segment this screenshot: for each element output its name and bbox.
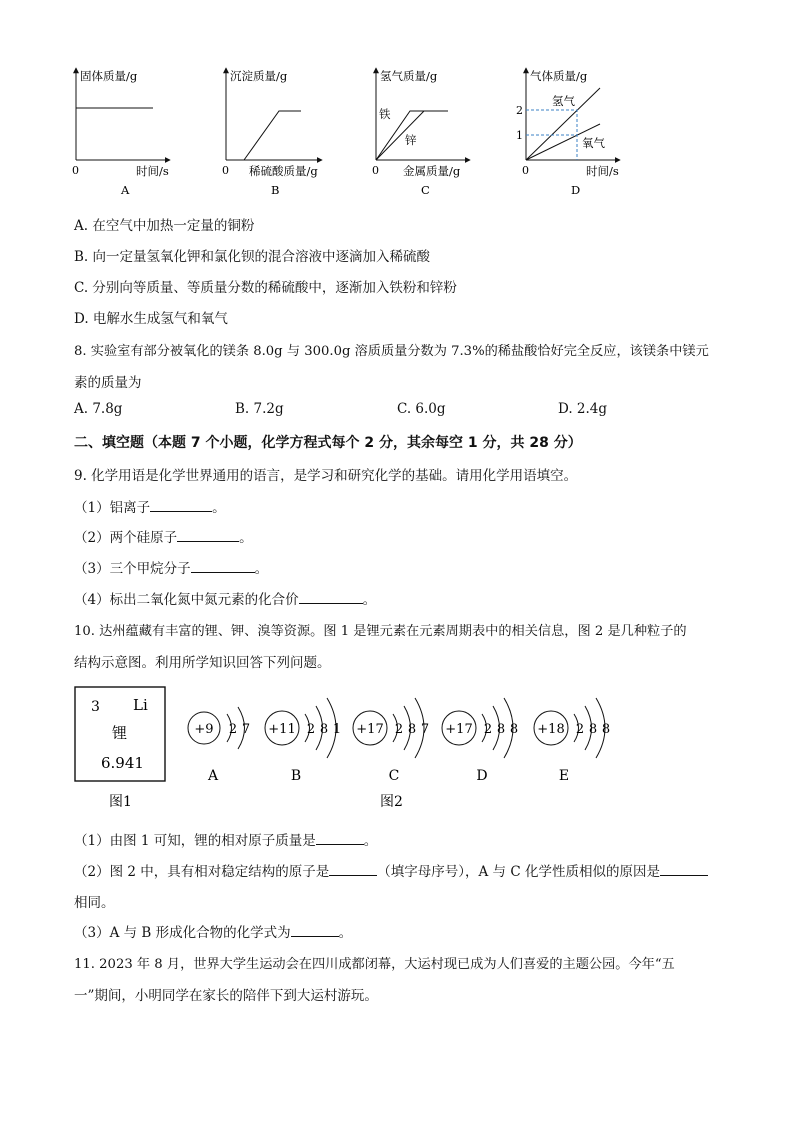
particle-c-shell-2: 8 — [407, 722, 417, 737]
particle-d-shell-1: 2 — [483, 722, 493, 737]
graph-b-xlabel: 稀硫酸质量/g — [249, 164, 318, 178]
particle-b-shell-1: 2 — [306, 722, 316, 737]
q9-item-3-blank[interactable] — [191, 560, 255, 573]
q8-option-b: B. 7.2g — [235, 401, 284, 417]
section-2-heading: 二、填空题（本题 7 个小题，化学方程式每个 2 分，其余每空 1 分，共 28 分） — [74, 435, 582, 451]
q9-item-2-end: 。 — [239, 530, 253, 546]
q8-stem-line1: 8. 实验室有部分被氧化的镁条 8.0g 与 300.0g 溶质质量分数为 7.3%的稀盐酸恰好完全反应，该镁条中镁元 — [74, 344, 709, 359]
particle-a-nucleus: +9 — [194, 722, 214, 737]
q8-option-c: C. 6.0g — [397, 401, 446, 417]
q9-item-4-text: （4）标出二氧化氮中氮元素的化合价 — [74, 592, 299, 608]
particle-c-shell-3: 7 — [420, 722, 430, 737]
q9-item-1-blank[interactable] — [150, 499, 212, 512]
element-atomic-number: 3 — [91, 699, 100, 715]
graph-b — [222, 68, 322, 197]
graph-d-xlabel: 时间/s — [586, 164, 619, 178]
q10-stem-line1: 10. 达州蕴藏有丰富的锂、钾、溴等资源。图 1 是锂元素在元素周期表中的相关信息，图 2 是几种粒子的 — [74, 624, 687, 639]
particle-c-nucleus: +17 — [356, 722, 384, 737]
element-name: 锂 — [112, 724, 128, 742]
q9-item-4-blank[interactable] — [299, 591, 363, 604]
particle-b-nucleus: +11 — [268, 722, 296, 737]
q8-option-a: A. 7.8g — [74, 401, 123, 417]
q10-sub-2-cont: 相同。 — [74, 895, 115, 911]
graph-b-letter: B — [271, 183, 280, 197]
particle-a — [188, 707, 250, 784]
q9-item-3-end: 。 — [254, 561, 269, 577]
fig1-caption: 图1 — [109, 794, 132, 810]
particle-b-shell-3: 1 — [332, 722, 342, 737]
q10-sub-2-blank-2[interactable] — [660, 863, 708, 876]
q10-sub-3 — [74, 921, 352, 941]
q9-item-3 — [74, 557, 268, 577]
particle-b-letter: B — [290, 768, 302, 784]
q10-figure — [0, 678, 794, 818]
graph-d-label-oxygen: 氧气 — [582, 136, 605, 150]
particle-a-shell-2: 7 — [241, 722, 251, 737]
q9-item-1-end: 。 — [212, 500, 226, 516]
element-mass: 6.941 — [101, 754, 144, 772]
q9-item-1 — [74, 496, 226, 516]
q10-sub-3-text: （3）A 与 B 形成化合物的化学式为 — [74, 925, 291, 941]
graph-a — [72, 68, 170, 197]
particle-c-shell-1: 2 — [394, 722, 404, 737]
graph-d-tick-2: 2 — [516, 104, 523, 117]
particle-e — [534, 698, 610, 784]
q7-option-b: B. 向一定量氢氧化钾和氯化钡的混合溶液中逐滴加入稀硫酸 — [74, 249, 431, 265]
particle-e-shell-3: 8 — [601, 722, 611, 737]
particle-d-letter: D — [476, 768, 488, 784]
graph-a-ylabel: 固体质量/g — [80, 69, 138, 83]
graph-b-curve — [244, 111, 301, 160]
particle-a-shell-1: 2 — [228, 722, 238, 737]
graph-d — [516, 68, 620, 197]
graph-d-label-hydrogen: 氢气 — [552, 94, 575, 108]
graphs-figure — [0, 0, 794, 200]
graph-c-ylabel: 氢气质量/g — [380, 69, 438, 83]
q10-sub-2 — [74, 860, 708, 880]
q10-sub-1-blank[interactable] — [316, 832, 364, 845]
q10-sub-3-blank[interactable] — [291, 924, 339, 937]
q10-sub-2-mid: （填字母序号），A 与 C 化学性质相似的原因是 — [377, 864, 660, 880]
q9-item-4 — [74, 588, 376, 608]
graph-d-origin: 0 — [522, 164, 529, 177]
graph-c-origin: 0 — [372, 164, 379, 177]
particle-e-shell-1: 2 — [575, 722, 585, 737]
particle-d-shell-2: 8 — [496, 722, 506, 737]
q10-sub-1 — [74, 829, 377, 849]
particle-c — [353, 698, 429, 784]
q9-item-2 — [74, 526, 253, 546]
q10-sub-1-text: （1）由图 1 可知，锂的相对原子质量是 — [74, 833, 316, 849]
q10-sub-1-end: 。 — [363, 833, 378, 849]
particle-a-letter: A — [207, 768, 219, 784]
q7-option-c: C. 分别向等质量、等质量分数的稀硫酸中，逐渐加入铁粉和锌粉 — [74, 280, 457, 296]
q10-sub-2-text: （2）图 2 中，具有相对稳定结构的原子是 — [74, 864, 330, 880]
graph-b-ylabel: 沉淀质量/g — [230, 69, 288, 83]
particle-e-letter: E — [558, 768, 570, 784]
graph-c-label-iron: 铁 — [379, 107, 391, 121]
q9-item-4-end: 。 — [362, 592, 377, 608]
particle-c-letter: C — [388, 768, 400, 784]
q10-sub-3-end: 。 — [338, 925, 353, 941]
graph-d-letter: D — [571, 183, 581, 197]
graph-a-origin: 0 — [72, 164, 79, 177]
q8-option-d: D. 2.4g — [558, 401, 608, 417]
graph-b-origin: 0 — [222, 164, 229, 177]
q9-stem: 9. 化学用语是化学世界通用的语言，是学习和研究化学的基础。请用化学用语填空。 — [74, 468, 578, 484]
q11-stem-line1: 11. 2023 年 8 月，世界大学生运动会在四川成都闭幕，大运村现已成为人们喜爱的主题公园。今年“五 — [74, 957, 675, 972]
graph-d-tick-1: 1 — [516, 129, 523, 142]
q9-item-2-blank[interactable] — [177, 529, 239, 542]
graph-c-label-zinc: 锌 — [405, 133, 417, 147]
graph-a-xlabel: 时间/s — [136, 164, 169, 178]
particle-b — [265, 698, 341, 784]
q11-stem-line2: 一”期间，小明同学在家长的陪伴下到大运村游玩。 — [74, 988, 378, 1004]
q9-item-1-text: （1）铝离子 — [74, 500, 151, 516]
q7-option-d: D. 电解水生成氢气和氧气 — [74, 311, 228, 327]
particle-e-shell-2: 8 — [588, 722, 598, 737]
graph-c-xlabel: 金属质量/g — [403, 164, 461, 178]
q9-item-3-text: （3）三个甲烷分子 — [74, 561, 191, 577]
q10-stem-line2: 结构示意图。利用所学知识回答下列问题。 — [74, 655, 331, 671]
q8-stem-line2: 素的质量为 — [74, 375, 142, 391]
q10-sub-2-blank-1[interactable] — [329, 863, 377, 876]
particle-b-shell-2: 8 — [319, 722, 329, 737]
graph-c — [372, 68, 470, 197]
element-symbol: Li — [133, 696, 148, 714]
q9-item-2-text: （2）两个硅原子 — [74, 530, 178, 546]
particle-d — [442, 698, 518, 784]
q7-option-a: A. 在空气中加热一定量的铜粉 — [74, 218, 255, 234]
graph-c-letter: C — [421, 183, 430, 197]
particle-e-nucleus: +18 — [537, 722, 565, 737]
fig2-caption: 图2 — [380, 794, 403, 810]
graph-a-letter: A — [121, 183, 130, 197]
graph-d-ylabel: 气体质量/g — [530, 69, 588, 83]
particle-d-nucleus: +17 — [445, 722, 473, 737]
element-card — [75, 687, 165, 781]
particle-d-shell-3: 8 — [509, 722, 519, 737]
